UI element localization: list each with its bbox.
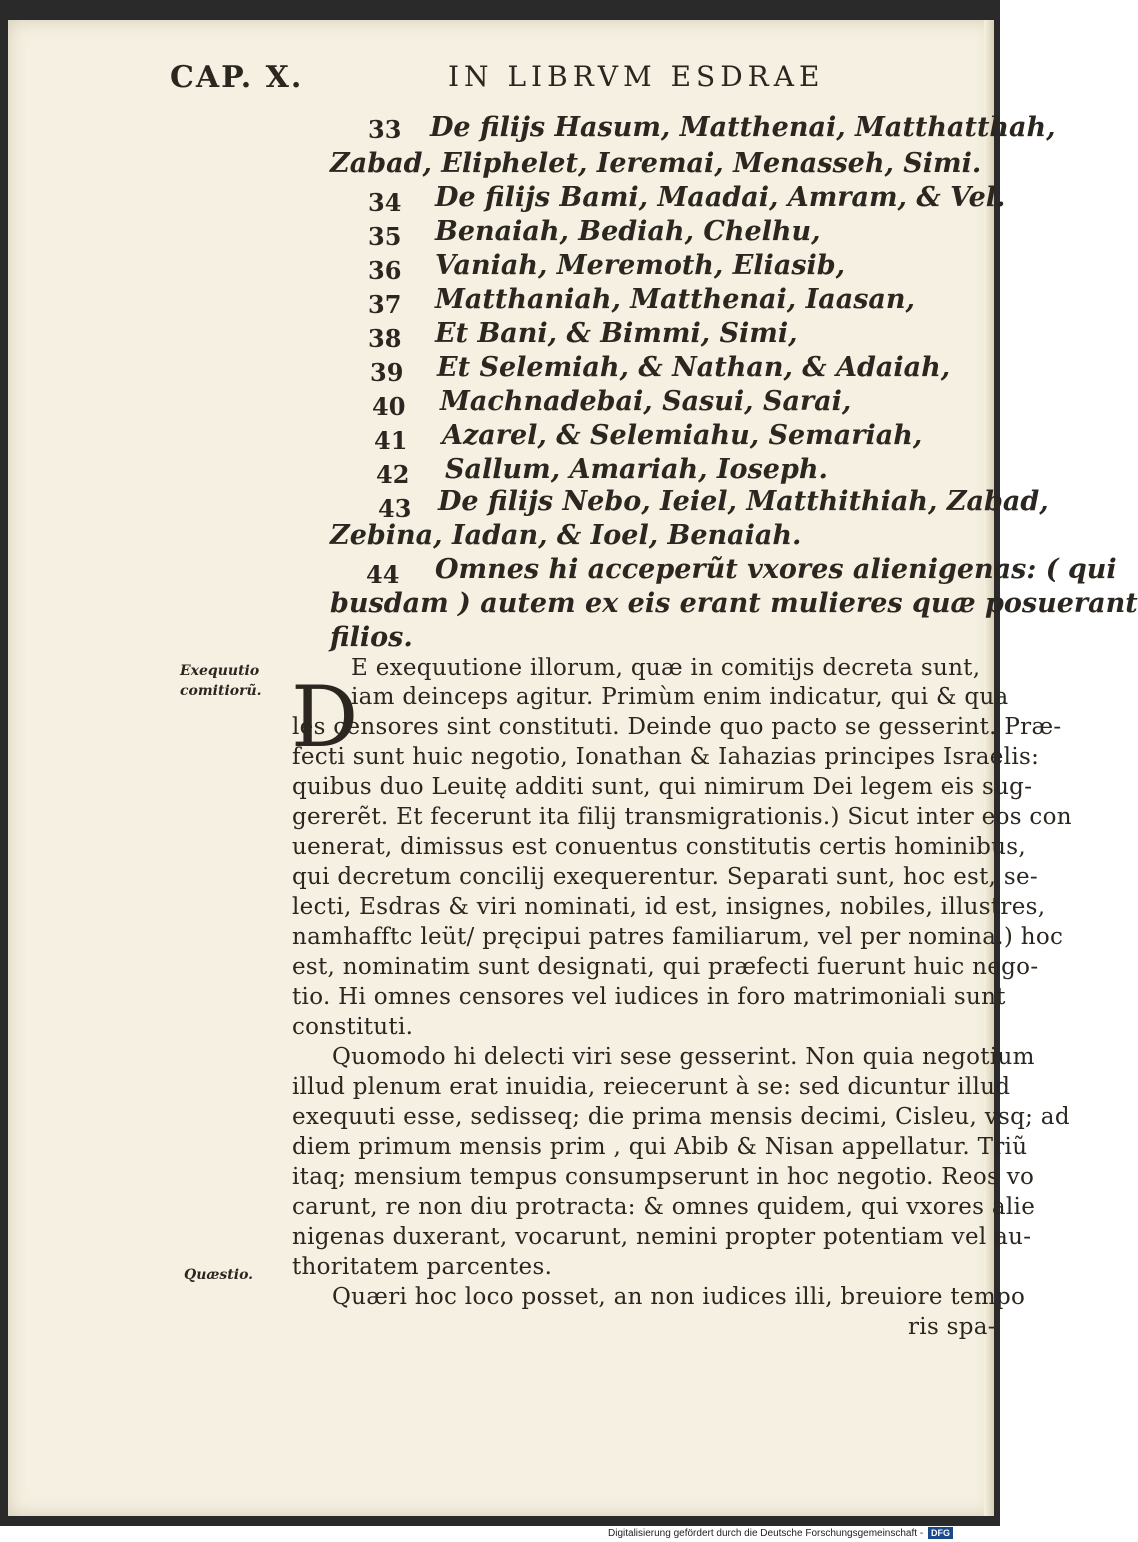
text-line: carunt, re non diu protracta: & omnes quidem, qui vxores alie xyxy=(292,1194,1036,1220)
text-line: Quomodo hi delecti viri sese gesserint. Non quia negotium xyxy=(332,1044,1035,1070)
chapter-heading: CAP. X. xyxy=(170,60,304,95)
verse-line: Azarel, & Selemiahu, Semariah, xyxy=(442,420,923,451)
text-line: exequuti esse, sedisseq; die prima mensis decimi, Cisleu, vsq; ad xyxy=(292,1104,1070,1130)
verse-line: Sallum, Amariah, Ioseph. xyxy=(445,454,828,485)
verse-line: Machnadebai, Sasui, Sarai, xyxy=(440,386,852,417)
text-line: ris spa- xyxy=(908,1314,996,1340)
verse-number: 37 xyxy=(368,290,402,319)
verse-number: 44 xyxy=(366,560,400,589)
verse-number: 38 xyxy=(368,324,402,353)
verse-number: 43 xyxy=(378,494,412,523)
text-line: Quæri hoc loco posset, an non iudices illi, breuiore tempo xyxy=(332,1284,1026,1310)
running-title: IN LIBRVM ESDRAE xyxy=(448,60,825,93)
verse-number: 34 xyxy=(368,188,402,217)
digitization-credit xyxy=(608,1526,1000,1542)
verse-line: De filijs Hasum, Matthenai, Matthatthah, xyxy=(430,112,1056,143)
verse-number: 40 xyxy=(372,392,406,421)
verse-line: Zebina, Iadan, & Ioel, Benaiah. xyxy=(330,520,802,551)
text-line: itaq; mensium tempus consumpserunt in hoc negotio. Reos vo xyxy=(292,1164,1035,1190)
verse-line: De filijs Nebo, Ieiel, Matthithiah, Zabad, xyxy=(438,486,1049,517)
book-page xyxy=(8,20,1138,1516)
verse-number: 33 xyxy=(368,115,402,144)
verse-line: Omnes hi acceperũt vxores alienigenas: ( qui xyxy=(435,554,1117,585)
text-line: les censores sint constituti. Deinde quo pacto se gesserint. Præ- xyxy=(292,714,1062,740)
verse-number: 39 xyxy=(370,358,404,387)
verse-line: busdam ) autem ex eis erant mulieres quæ posuerant xyxy=(330,588,1138,619)
text-line: namhafftc leüt/ pręcipui patres familiarum, vel per nomina.) hoc xyxy=(292,924,1064,950)
text-line: gererẽt. Et fecerunt ita filij transmigrationis.) Sicut inter eos con xyxy=(292,804,1072,830)
verse-line: Matthaniah, Matthenai, Iaasan, xyxy=(435,284,915,315)
text-line: uenerat, dimissus est conuentus constitutis certis hominibus, xyxy=(292,834,1026,860)
text-line: tio. Hi omnes censores vel iudices in foro matrimoniali sunt xyxy=(292,984,1006,1010)
margin-note-line: comitiorũ. xyxy=(180,683,262,699)
margin-note-line: Exequutio xyxy=(180,663,260,679)
verse-line: Et Bani, & Bimmi, Simi, xyxy=(435,318,798,349)
dfg-logo: DFG xyxy=(928,1527,953,1539)
text-line: est, nominatim sunt designati, qui præfecti fuerunt huic nego- xyxy=(292,954,1039,980)
credit-text: Digitalisierung gefördert durch die Deutsche Forschungsgemeinschaft - xyxy=(608,1528,924,1539)
verse-line: Zabad, Eliphelet, Ieremai, Menasseh, Simi. xyxy=(330,148,982,179)
verse-line: Et Selemiah, & Nathan, & Adaiah, xyxy=(437,352,951,383)
text-line: E exequutione illorum, quæ in comitijs decreta sunt, xyxy=(351,655,981,681)
verse-number: 41 xyxy=(374,426,408,455)
verse-line: filios. xyxy=(330,622,413,653)
margin-note-exequutio xyxy=(180,661,262,701)
text-line: quibus duo Leuitę additi sunt, qui nimirum Dei legem eis sug- xyxy=(292,774,1033,800)
text-line: thoritatem parcentes. xyxy=(292,1254,553,1280)
verse-line: Vaniah, Meremoth, Eliasib, xyxy=(435,250,846,281)
text-line: fecti sunt huic negotio, Ionathan & Iahazias principes Israelis: xyxy=(292,744,1040,770)
drop-cap: D xyxy=(291,668,359,766)
page-header xyxy=(8,60,994,110)
text-line: constituti. xyxy=(292,1014,414,1040)
verse-number: 35 xyxy=(368,222,402,251)
verse-number: 36 xyxy=(368,256,402,285)
verse-line: De filijs Bami, Maadai, Amram, & Vel. xyxy=(435,182,1006,213)
text-line: lecti, Esdras & viri nominati, id est, insignes, nobiles, illustres, xyxy=(292,894,1046,920)
text-line: diem primum mensis prim , qui Abib & Nisan appellatur. Triũ xyxy=(292,1134,1028,1160)
text-line: iam deinceps agitur. Primùm enim indicatur, qui & qua xyxy=(351,684,1009,710)
text-line: qui decretum concilij exequerentur. Separati sunt, hoc est, se- xyxy=(292,864,1038,890)
verse-number: 42 xyxy=(376,460,410,489)
verse-line: Benaiah, Bediah, Chelhu, xyxy=(435,216,821,247)
text-line: nigenas duxerant, vocarunt, nemini propter potentiam vel au- xyxy=(292,1224,1032,1250)
margin-note-quaestio: Quæstio. xyxy=(184,1267,254,1283)
text-line: illud plenum erat inuidia, reiecerunt à se: sed dicuntur illud xyxy=(292,1074,1011,1100)
